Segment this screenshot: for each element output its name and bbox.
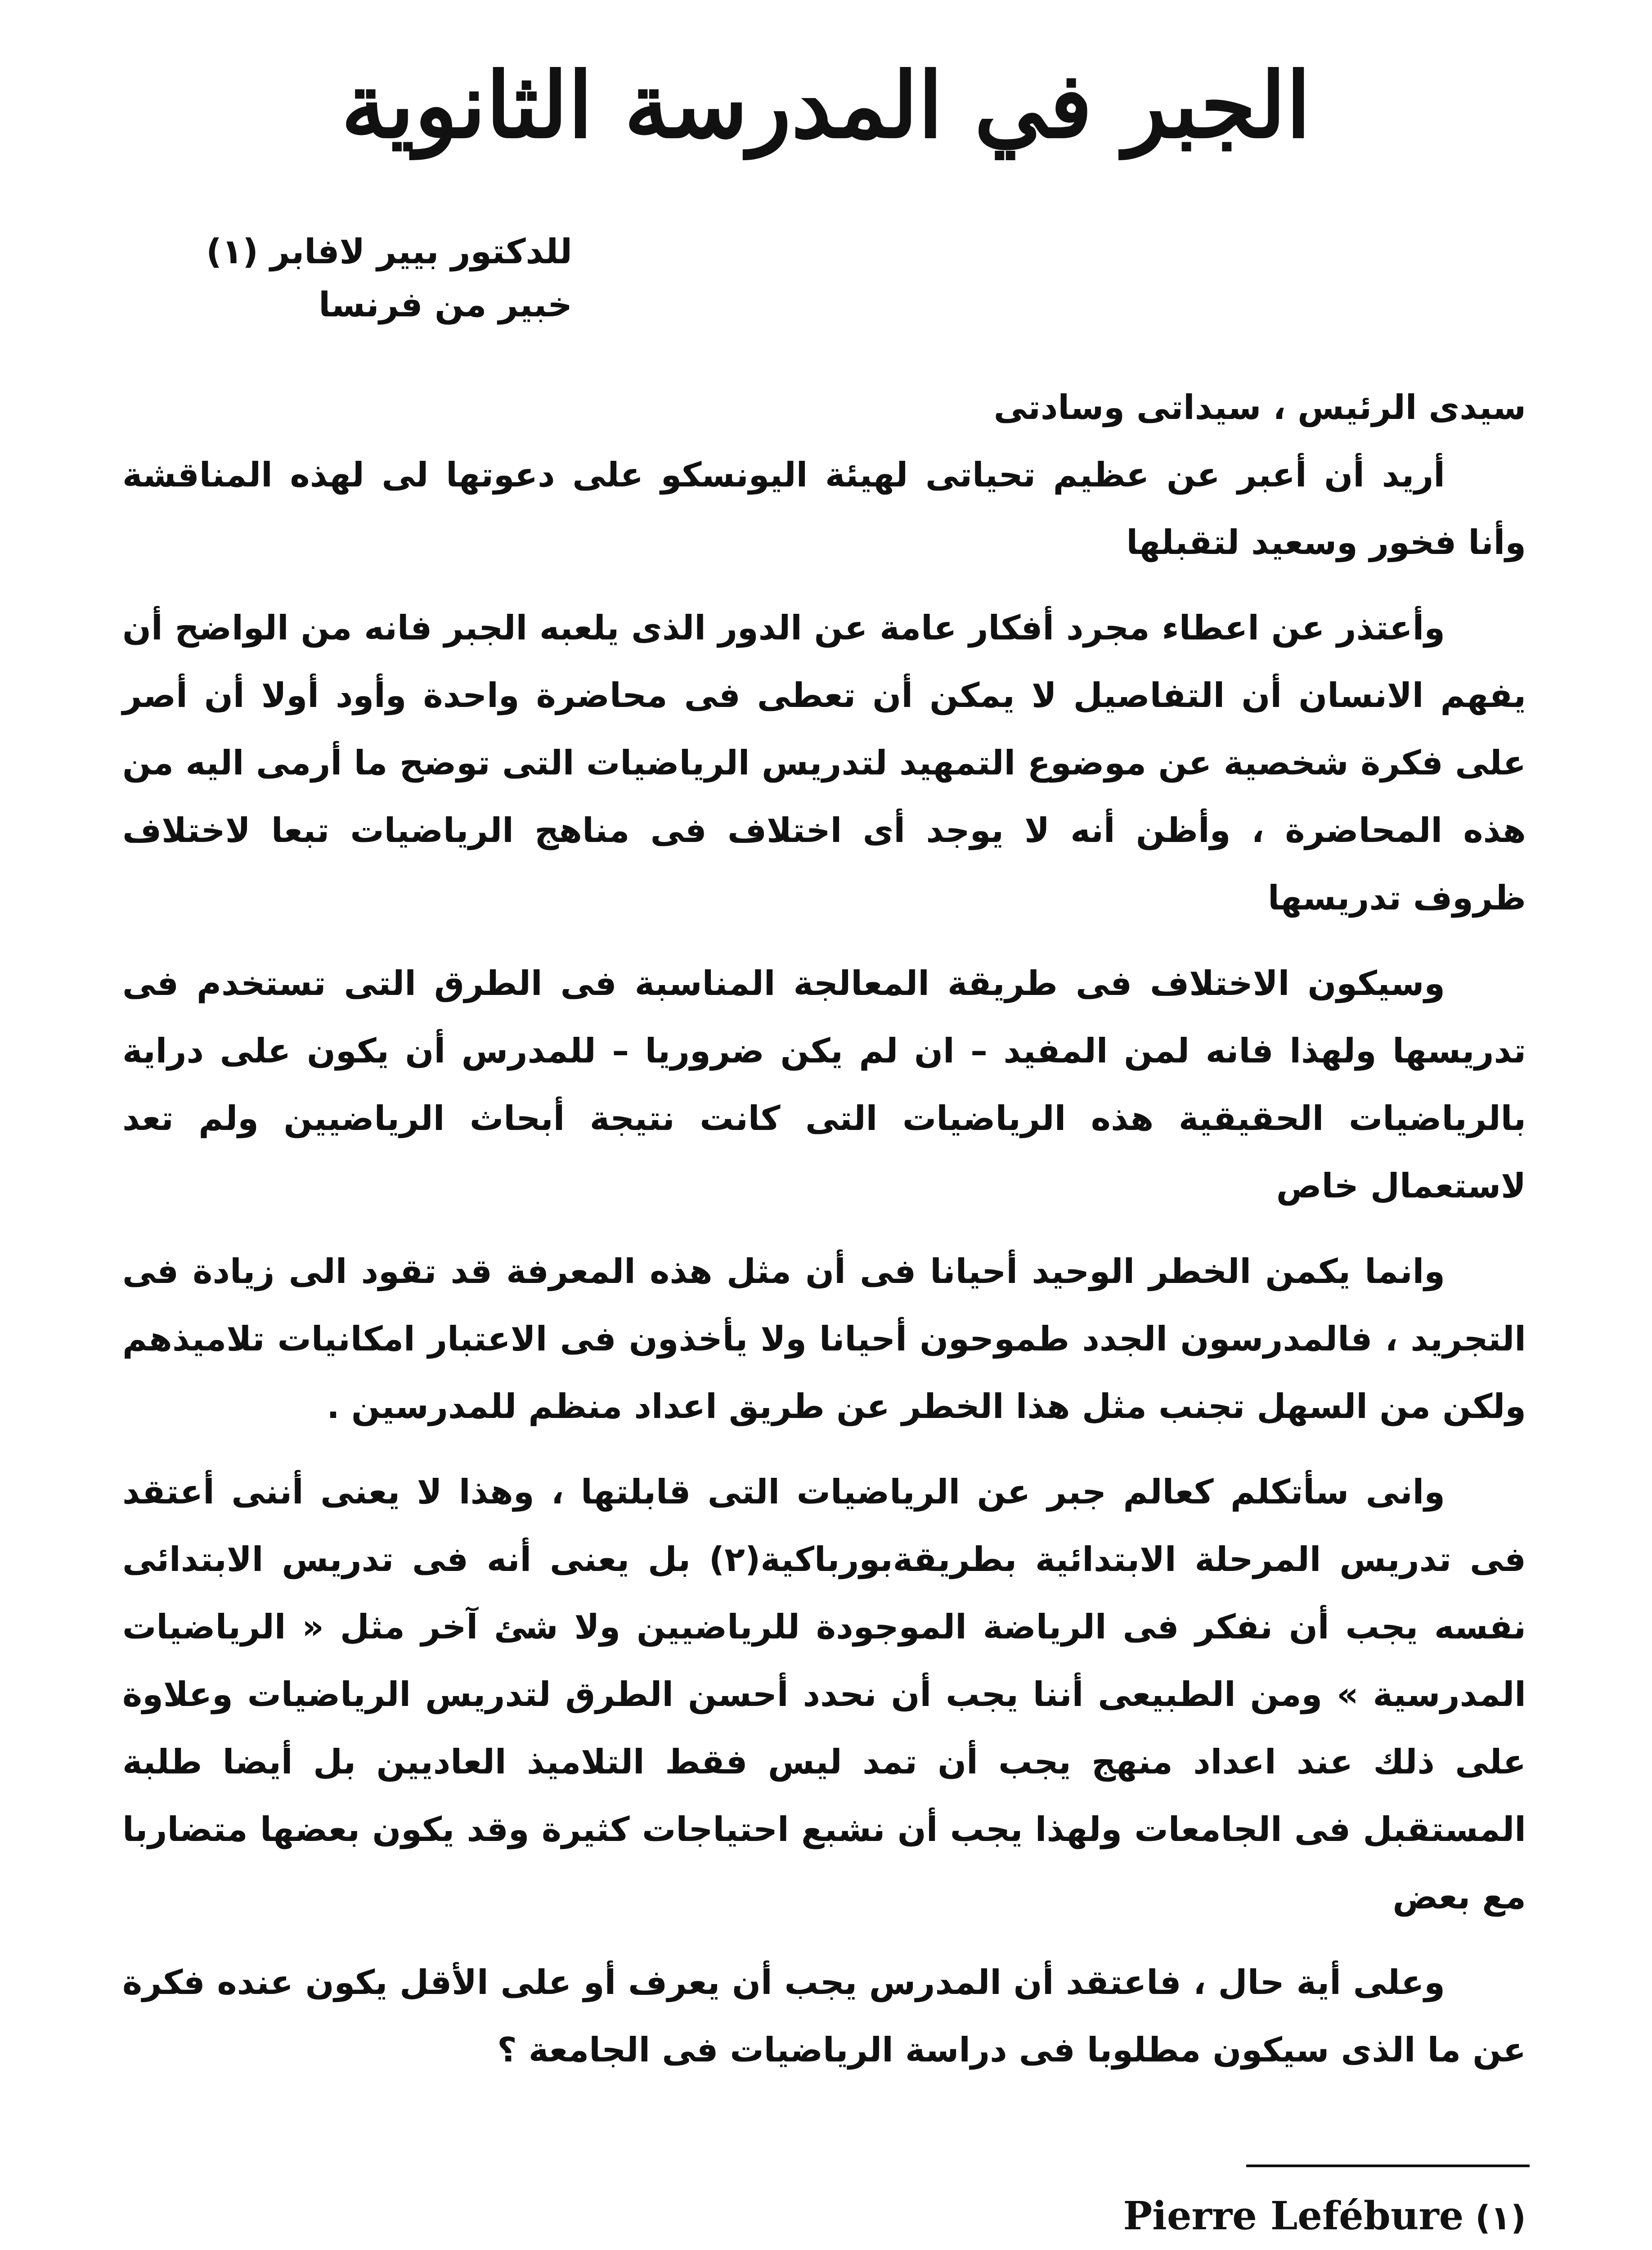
footnote-1-marker: (١) xyxy=(1475,2199,1526,2237)
paragraph-greeting: سيدى الرئيس ، سيداتى وسادتى xyxy=(993,387,1526,427)
footnotes xyxy=(122,2185,1526,2250)
author-block xyxy=(118,225,572,331)
footnote-1 xyxy=(122,2185,1526,2250)
paragraph-2: وأعتذر عن اعطاء مجرد أفكار عامة عن الدور الذى يلعبه الجبر فانه من الواضح أن يفهم الانسان أن التفاصيل لا يمكن أن تعطى فى محاضرة واحدة وأود أولا أن أصر على فكرة شخصية عن موضوع التمهيد لتدريس الرياضيات التى توضح ما أرمى اليه من هذه المحاضرة ، وأظن أنه لا يوجد أى اختلاف فى مناهج الرياضيات تبعا لاختلاف ظروف تدريسها xyxy=(122,608,1526,918)
article-body xyxy=(122,374,1526,2102)
paragraph-6: وعلى أية حال ، فاعتقد أن المدرس يجب أن يعرف أو على الأقل يكون عنده فكرة عن ما الذى سيكون مطلوبا فى دراسة الرياضيات فى الجامعة ؟ xyxy=(122,1962,1526,2070)
footnote-1-name: Pierre Lefébure xyxy=(1123,2193,1464,2239)
paragraph-4: وانما يكمن الخطر الوحيد أحيانا فى أن مثل هذه المعرفة قد تقود الى زيادة فى التجريد ، فالمدرسون الجدد طموحون أحيانا ولا يأخذون فى الاعتبار امكانيات تلاميذهم ولكن من السهل تجنب مثل هذا الخطر عن طريق اعداد منظم للمدرسين . xyxy=(122,1251,1526,1426)
author-name: للدكتور بيير لافابر (١) xyxy=(206,231,572,271)
footnote-divider xyxy=(1246,2164,1530,2167)
paragraph-1: أريد أن أعبر عن عظيم تحياتى لهيئة اليونسكو على دعوتها لى لهذه المناقشة وأنا فخور وسعيد لتقبلها xyxy=(122,455,1526,562)
page-title: الجبر في المدرسة الثانوية xyxy=(341,53,1311,158)
paragraph-5: وانى سأتكلم كعالم جبر عن الرياضيات التى قابلتها ، وهذا لا يعنى أننى أعتقد فى تدريس المرحلة الابتدائية بطريقةبورباكية(٢) بل يعنى أنه فى تدريس الابتدائى نفسه يجب أن نفكر فى الرياضة الموجودة للرياضيين ولا شئ آخر مثل « الرياضيات المدرسية » ومن الطبيعى أننا يجب أن نحدد أحسن الطرق لتدريس الرياضيات وعلاوة على ذلك عند اعداد منهج يجب أن تمد ليس فقط التلاميذ العاديين بل أيضا طلبة المستقبل فى الجامعات ولهذا يجب أن نشبع احتياجات كثيرة وقد يكون بعضها متضاربا مع بعض xyxy=(122,1472,1526,1917)
author-affiliation: خبير من فرنسا xyxy=(319,284,572,324)
paragraph-3: وسيكون الاختلاف فى طريقة المعالجة المناسبة فى الطرق التى تستخدم فى تدريسها ولهذا فانه لمن المفيد – ان لم يكن ضروريا – للمدرس أن يكون على دراية بالرياضيات الحقيقية هذه الرياضيات التى كانت نتيجة أبحاث الرياضيين ولم تعد لاستعمال خاص xyxy=(122,963,1526,1206)
